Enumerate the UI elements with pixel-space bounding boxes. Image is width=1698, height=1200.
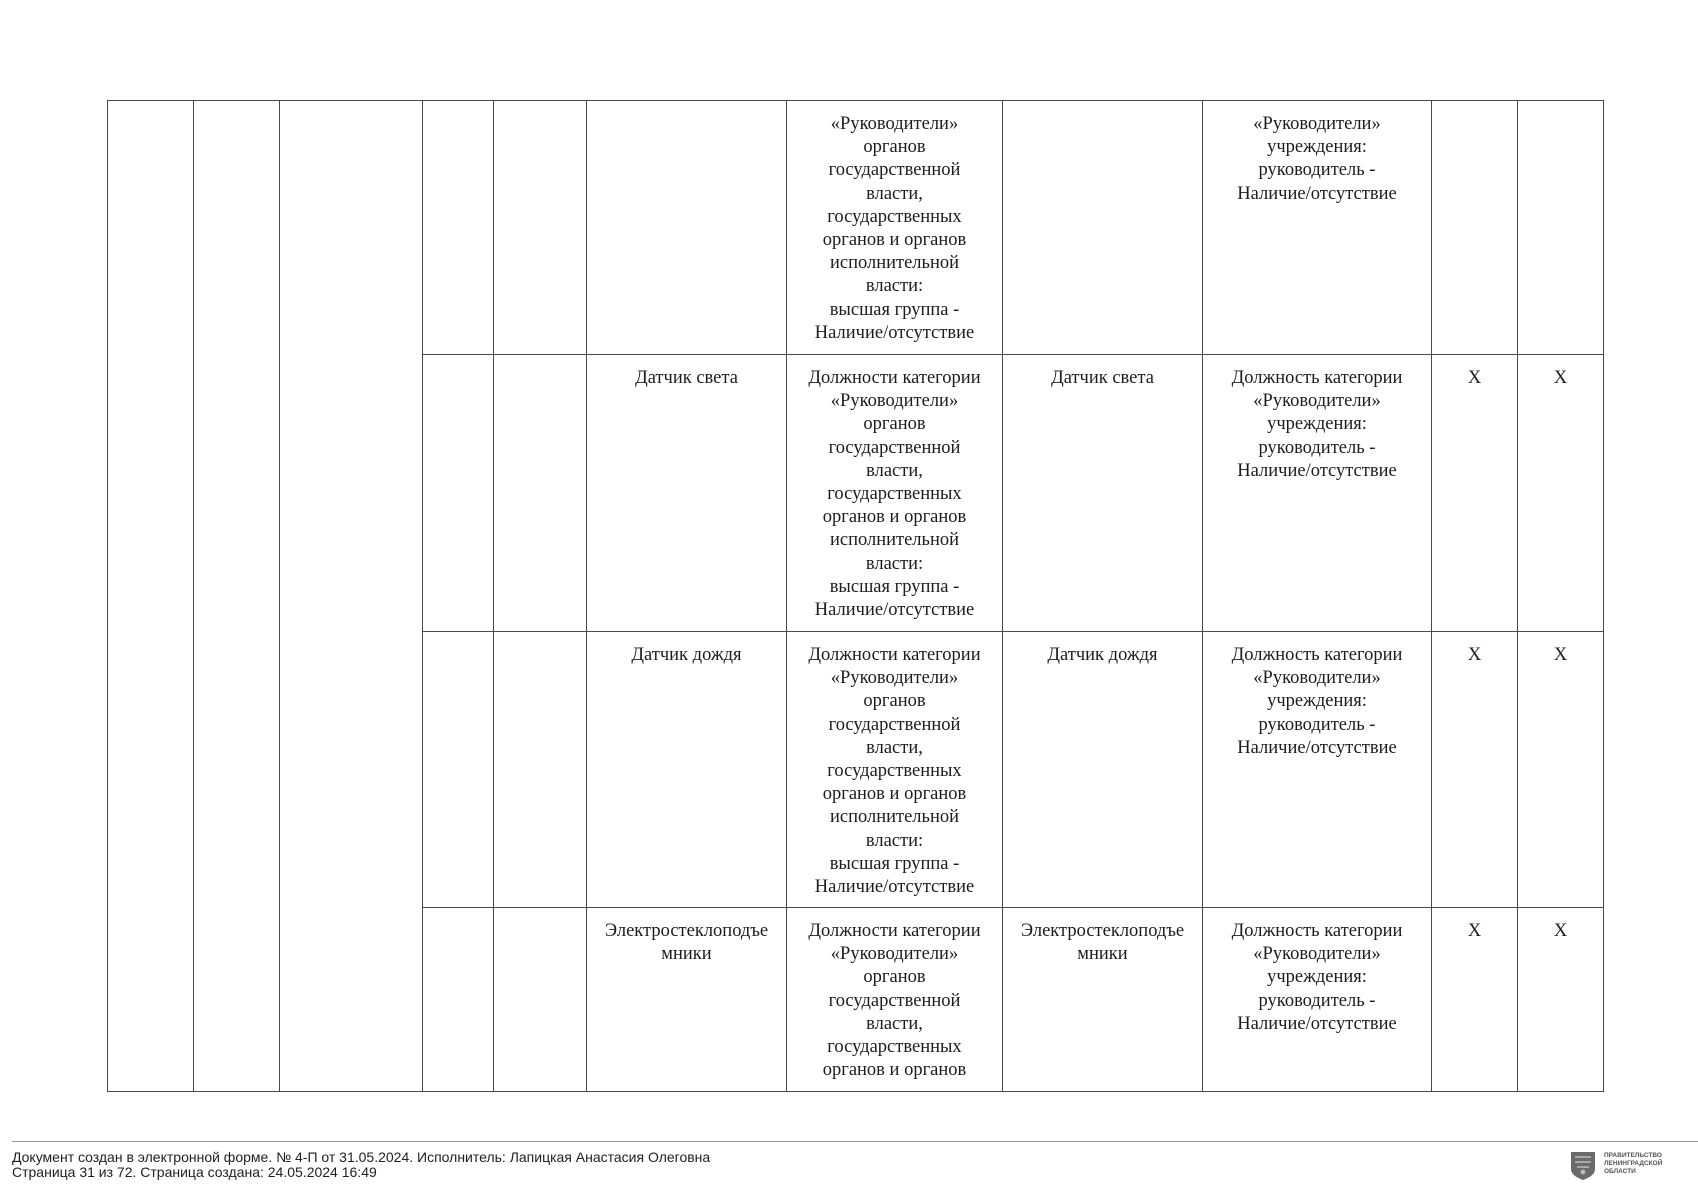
cell-text: Электростеклоподъе мники	[604, 921, 769, 965]
table-cell-col11	[1518, 101, 1604, 355]
coat-of-arms-icon	[1568, 1149, 1598, 1181]
footer-document-info: Документ создан в электронной форме. № 4-П от 31.05.2024. Исполнитель: Лапицкая Анастасия Олеговна	[12, 1149, 711, 1165]
cell-text: X	[1553, 368, 1568, 388]
table-cell-col4	[423, 355, 494, 632]
cell-text: X	[1467, 921, 1482, 941]
table-cell-col9	[1203, 355, 1432, 632]
table-cell-col4	[423, 908, 494, 1092]
table-cell-col2	[194, 101, 280, 1092]
cell-text: Датчик дождя	[1047, 645, 1158, 665]
cell-text: X	[1553, 921, 1568, 941]
table-cell-col5	[494, 632, 587, 908]
table-cell-col11	[1518, 908, 1604, 1092]
cell-text: Должности категории «Руководители» органов государственной власти, государственных органов и органов	[808, 921, 981, 1081]
table-cell-col4	[423, 632, 494, 908]
cell-text: «Руководители» органов государственной власти, государственных органов и органов исполнительной власти: высшая группа - Наличие/отсутствие	[814, 114, 975, 343]
table-cell-col1	[108, 101, 194, 1092]
table-row	[108, 101, 1604, 355]
table-cell-col8	[1003, 632, 1203, 908]
table-cell-col11	[1518, 632, 1604, 908]
table-cell-col5	[494, 101, 587, 355]
cell-text: X	[1467, 645, 1482, 665]
table-cell-col9	[1203, 908, 1432, 1092]
table-cell-col9	[1203, 632, 1432, 908]
table-cell-col10	[1432, 355, 1518, 632]
cell-text: Должность категории «Руководители» учреждения: руководитель - Наличие/отсутствие	[1231, 645, 1403, 758]
page-footer	[12, 1150, 710, 1180]
table-cell-col8	[1003, 355, 1203, 632]
table-cell-col5	[494, 908, 587, 1092]
cell-text: Должность категории «Руководители» учреждения: руководитель - Наличие/отсутствие	[1231, 921, 1403, 1034]
table-cell-col6	[587, 632, 787, 908]
table-cell-col10	[1432, 908, 1518, 1092]
cell-text: X	[1467, 368, 1482, 388]
table-cell-col7	[787, 908, 1003, 1092]
table-cell-col6	[587, 908, 787, 1092]
table-cell-col8	[1003, 908, 1203, 1092]
cell-text: «Руководители» учреждения: руководитель - Наличие/отсутствие	[1237, 114, 1397, 204]
table-cell-col10	[1432, 101, 1518, 355]
cell-text: Датчик дождя	[631, 645, 742, 665]
cell-text: Должности категории «Руководители» органов государственной власти, государственных органов и органов исполнительной власти: высшая группа - Наличие/отсутствие	[808, 368, 981, 621]
table-cell-col5	[494, 355, 587, 632]
table-cell-col3	[280, 101, 423, 1092]
cell-text: Электростеклоподъе мники	[1020, 921, 1185, 965]
logo-text: ПРАВИТЕЛЬСТВО ЛЕНИНГРАДСКОЙ ОБЛАСТИ	[1604, 1152, 1663, 1175]
table-cell-col10	[1432, 632, 1518, 908]
table-cell-col4	[423, 101, 494, 355]
cell-text: Датчик света	[635, 368, 738, 388]
table-cell-col7	[787, 101, 1003, 355]
table-cell-col7	[787, 632, 1003, 908]
table-cell-col6	[587, 101, 787, 355]
cell-text: Должность категории «Руководители» учреждения: руководитель - Наличие/отсутствие	[1231, 368, 1403, 481]
cell-text: Датчик света	[1051, 368, 1154, 388]
cell-text: Должности категории «Руководители» органов государственной власти, государственных органов и органов исполнительной власти: высшая группа - Наличие/отсутствие	[808, 645, 981, 898]
government-logo	[1568, 1149, 1693, 1183]
table-cell-col11	[1518, 355, 1604, 632]
table-cell-col8	[1003, 101, 1203, 355]
cell-text: X	[1553, 645, 1568, 665]
footer-divider	[12, 1141, 1698, 1142]
footer-page-info: Страница 31 из 72. Страница создана: 24.05.2024 16:49	[12, 1164, 377, 1180]
requirements-table	[107, 100, 1604, 1092]
table-cell-col7	[787, 355, 1003, 632]
table-cell-col9	[1203, 101, 1432, 355]
table-cell-col6	[587, 355, 787, 632]
